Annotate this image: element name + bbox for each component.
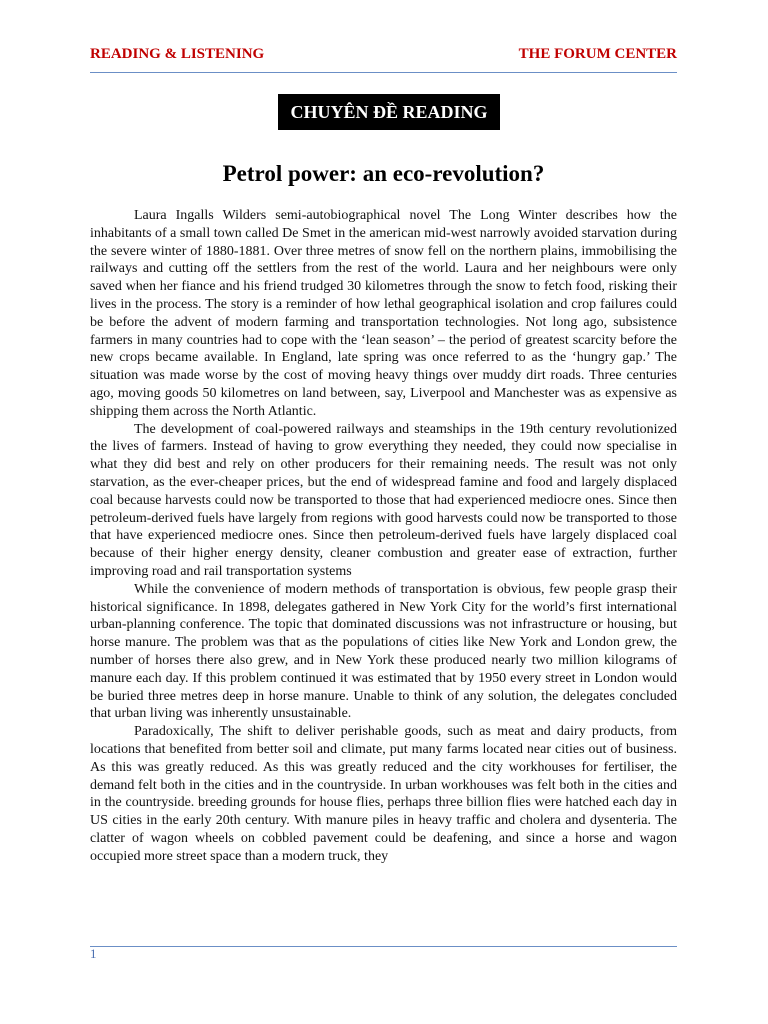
page-header	[90, 46, 677, 66]
paragraph-4: Paradoxically, The shift to deliver perishable goods, such as meat and dairy products, from locations that benefited from better soil and climate, put many farms located near cities out of business. As this was greatly reduced. As this was greatly reduced and the city workhouses for fertiliser, the demand felt both in the cities and in the countryside. In urban workhouses was felt both in the cities and in the countryside. breeding grounds for house flies, perhaps three billion flies were hatched each day in US cities in the early 20th century. With manure piles in heavy traffic and cholera and dysenteria. The clatter of wagon wheels on cobbled pavement could be deafening, and since a horse and wagon occupied more street space than a modern truck, they	[90, 724, 677, 864]
paragraph-1: Laura Ingalls Wilders semi-autobiographical novel The Long Winter describes how the inhabitants of a small town called De Smet in the american mid-west narrowly avoided starvation during the severe winter of 1880-1881. Over three metres of snow fell on the northern plains, immobilising the railways and cutting off the settlers from the rest of the world. Laura and her neighbours were only saved when her fiance and his friend trudged 30 kilometres through the snow to fetch food, risking their lives in the process. The story is a reminder of how lethal geographical isolation and crop failures could be before the advent of modern farming and transportation technologies. Not long ago, subsistence farmers in many countries had to cope with the ‘lean season’ – the period of greatest scarcity before the new crops became available. In England, late spring was once referred to as the ‘hungry gap.’ The situation was made worse by the cost of moving heavy things over muddy dirt roads. Three centuries ago, moving goods 50 kilometres on land between, say, Liverpool and Manchester was as expensive as shipping them across the North Atlantic.	[90, 208, 677, 419]
topic-label: CHUYÊN ĐỀ READING	[290, 101, 488, 122]
paragraph-3: While the convenience of modern methods of transportation is obvious, few people grasp their historical significance. In 1898, delegates gathered in New York City for the world’s first international urban-planning conference. The topic that dominated discussions was not infrastructure or housing, but horse manure. The problem was that as the populations of cities like New York and London grew, the number of horses there also grew, and in New York these produced nearly two million kilograms of manure each day. If this problem continued it was estimated that by 1950 every street in London would be buried three metres deep in horse manure. Unable to think of any solution, the delegates concluded that urban living was inherently unsustainable.	[90, 581, 677, 722]
header-rule	[90, 72, 677, 73]
header-left-title: READING & LISTENING	[90, 46, 265, 62]
topic-label-box	[278, 94, 500, 130]
footer-rule	[90, 946, 677, 947]
page-number: 1	[90, 946, 97, 961]
paragraph-2: The development of coal-powered railways and steamships in the 19th century revolutionized the lives of farmers. Instead of having to grow everything they needed, they could now specialise in what they did best and rely on other producers for their remaining needs. The result was not only starvation, as the ever-cheaper prices, but the end of widespread famine and food and largely displaced coal because harvests could now be transported to those that had experienced mediocre ones. Since then petroleum-derived fuels have largely from regions with good harvests could now be transported to those that have experienced mediocre ones. Since then petroleum-derived fuels have largely displaced coal because of their higher energy density, cleaner combustion and greater ease of extraction, further improving road and rail transportation systems	[90, 421, 677, 579]
article-title: Petrol power: an eco-revolution?	[222, 161, 545, 186]
article-body	[90, 207, 677, 865]
header-right-title: THE FORUM CENTER	[518, 46, 677, 62]
